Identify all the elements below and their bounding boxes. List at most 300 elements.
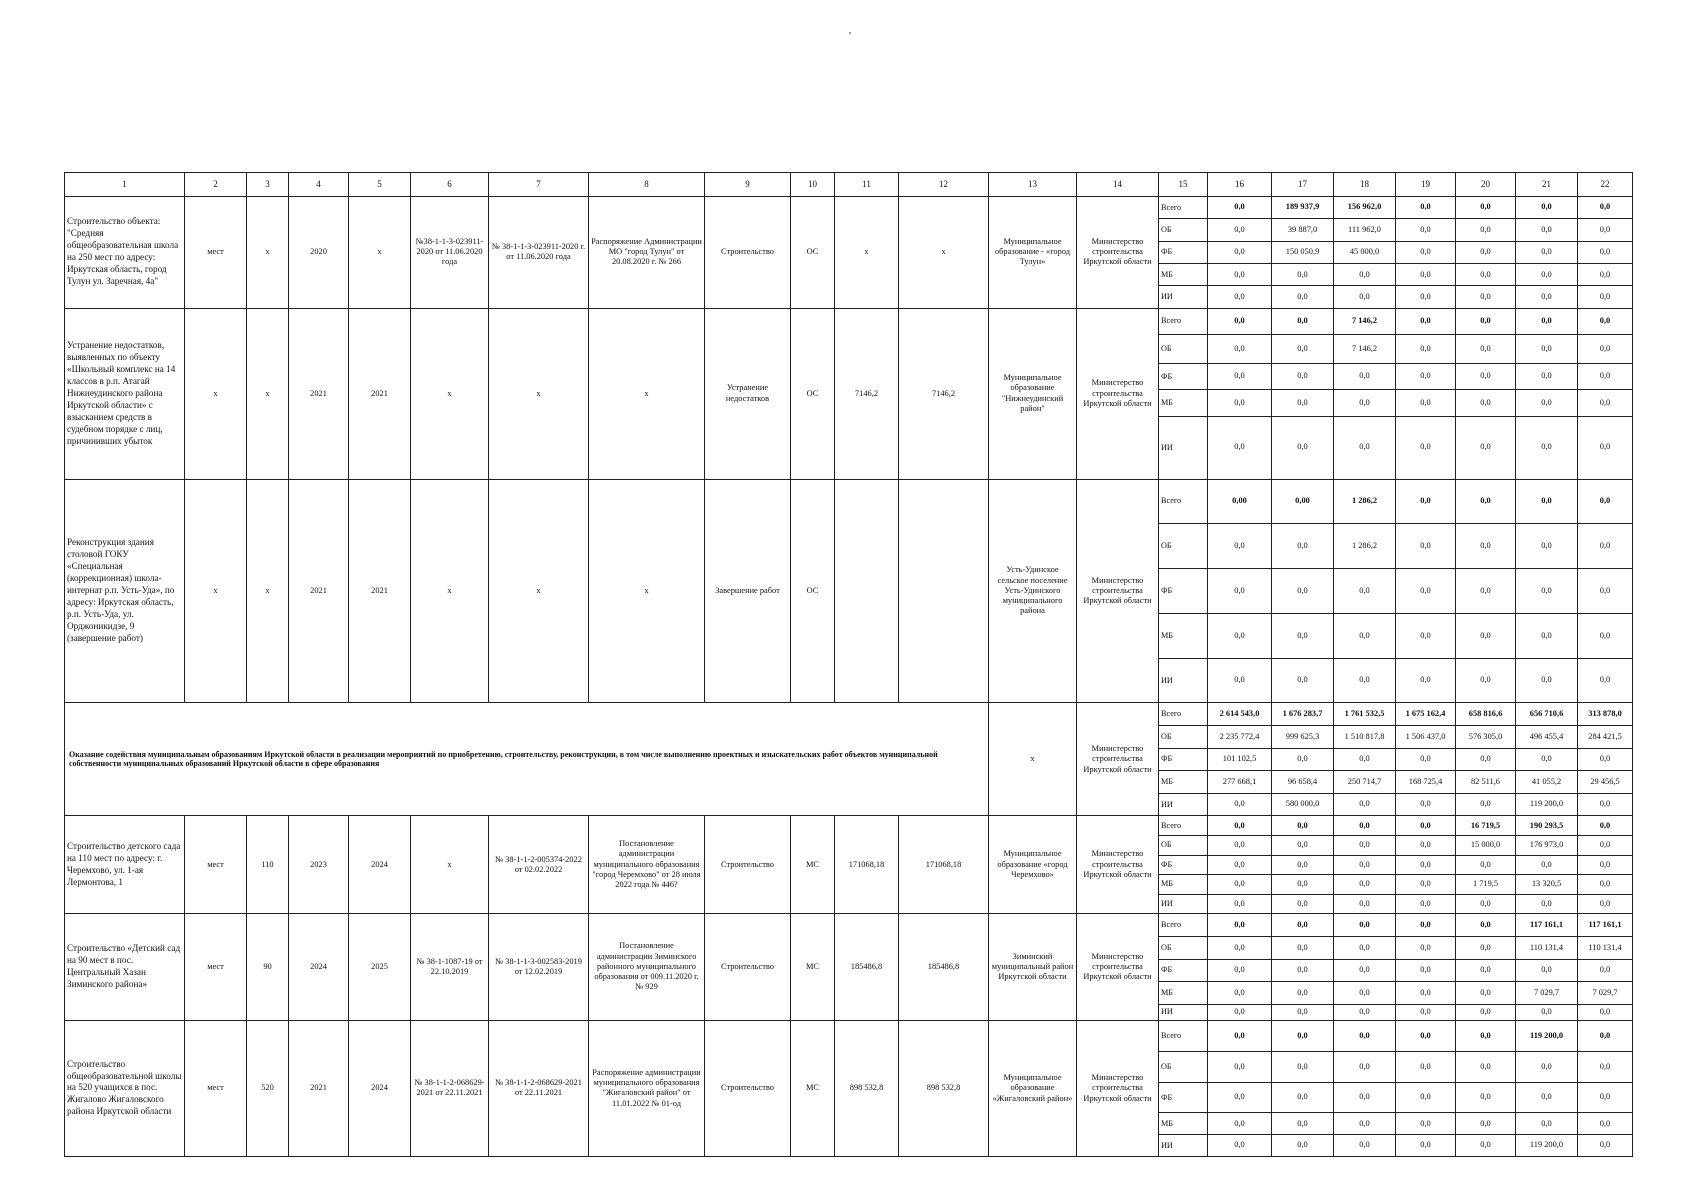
object-cell: Министерство строительства Иркутской области [1077, 196, 1159, 308]
amount-cell: 1 761 532,5 [1334, 703, 1396, 726]
object-cell: x [185, 479, 247, 703]
amount-cell: 7 029,7 [1578, 982, 1633, 1005]
amount-cell: 277 668,1 [1208, 771, 1272, 794]
amount-cell: 119 200,0 [1516, 1135, 1578, 1157]
object-cell: Министерство строительства Иркутской области [1077, 1020, 1159, 1156]
amount-cell: 0,0 [1578, 1020, 1633, 1051]
amount-cell: 7 146,2 [1334, 335, 1396, 364]
column-number-12: 12 [899, 173, 989, 197]
amount-cell: 0,0 [1396, 308, 1456, 334]
fund-type: МБ [1159, 1113, 1208, 1135]
object-name: Устранение недостатков, выявленных по объекту «Школьный комплекс на 14 классов в р.п. Атагай Нижнеудинского района Иркутской области» с взысканием средств в судебном порядке с лиц, причинивших убыток [65, 308, 185, 479]
object-cell: Муниципальное образование «Жигаловский район» [989, 1020, 1077, 1156]
amount-cell: 0,0 [1272, 1020, 1334, 1051]
amount-cell: 110 131,4 [1578, 936, 1633, 959]
amount-cell: 0,0 [1334, 1020, 1396, 1051]
fund-type: ОБ [1159, 1051, 1208, 1082]
amount-cell: 0,0 [1334, 658, 1396, 703]
amount-cell: 0,0 [1272, 1051, 1334, 1082]
amount-cell: 284 421,5 [1578, 726, 1633, 749]
amount-cell: 0,0 [1516, 264, 1578, 286]
amount-cell: 0,0 [1456, 982, 1516, 1005]
amount-cell: 0,0 [1396, 241, 1456, 263]
column-number-1: 1 [65, 173, 185, 197]
amount-cell: 0,0 [1516, 748, 1578, 771]
amount-cell: 0,0 [1396, 1113, 1456, 1135]
object-cell: 2021 [349, 308, 411, 479]
object-cell: x [489, 308, 589, 479]
amount-cell: 0,0 [1334, 286, 1396, 308]
amount-cell: 0,0 [1396, 335, 1456, 364]
amount-cell: 0,0 [1208, 855, 1272, 875]
amount-cell: 0,0 [1516, 335, 1578, 364]
fund-type: ОБ [1159, 835, 1208, 855]
amount-cell: 0,0 [1272, 613, 1334, 658]
amount-cell: 0,0 [1272, 1082, 1334, 1113]
amount-cell: 0,0 [1578, 894, 1633, 914]
amount-cell: 0,0 [1396, 416, 1456, 479]
column-number-2: 2 [185, 173, 247, 197]
amount-cell: 101 102,5 [1208, 748, 1272, 771]
amount-cell: 0,0 [1396, 1051, 1456, 1082]
amount-cell: 0,0 [1208, 982, 1272, 1005]
object-cell: 171068,18 [835, 816, 899, 914]
fund-type: ИИ [1159, 416, 1208, 479]
object-cell: 2024 [349, 1020, 411, 1156]
object-cell: Завершение работ [705, 479, 791, 703]
amount-cell: 0,0 [1396, 793, 1456, 816]
amount-cell: 119 200,0 [1516, 1020, 1578, 1051]
column-number-11: 11 [835, 173, 899, 197]
column-number-4: 4 [289, 173, 349, 197]
amount-cell: 0,0 [1456, 286, 1516, 308]
amount-cell: 0,0 [1208, 936, 1272, 959]
amount-cell: 0,0 [1456, 219, 1516, 241]
amount-cell: 0,0 [1334, 1135, 1396, 1157]
amount-cell: 0,0 [1578, 335, 1633, 364]
amount-cell: 0,0 [1516, 569, 1578, 614]
fund-type: ФБ [1159, 748, 1208, 771]
amount-cell: 0,0 [1456, 363, 1516, 389]
amount-cell: 0,0 [1208, 1005, 1272, 1021]
amount-cell: 0,0 [1208, 416, 1272, 479]
amount-cell: 0,0 [1396, 613, 1456, 658]
object-cell: 2024 [349, 816, 411, 914]
amount-cell: 0,0 [1578, 748, 1633, 771]
amount-cell: 0,0 [1334, 959, 1396, 982]
column-number-9: 9 [705, 173, 791, 197]
amount-cell: 0,0 [1456, 914, 1516, 937]
amount-cell: 0,0 [1516, 1005, 1578, 1021]
amount-cell: 0,0 [1272, 363, 1334, 389]
column-number-7: 7 [489, 173, 589, 197]
amount-cell: 0,0 [1396, 569, 1456, 614]
amount-cell: 0,0 [1396, 1005, 1456, 1021]
column-number-14: 14 [1077, 173, 1159, 197]
amount-cell: 0,0 [1516, 1051, 1578, 1082]
amount-cell: 0,0 [1516, 416, 1578, 479]
amount-cell: 0,0 [1208, 658, 1272, 703]
amount-cell: 0,0 [1334, 1082, 1396, 1113]
column-number-19: 19 [1396, 173, 1456, 197]
amount-cell: 0,0 [1396, 1135, 1456, 1157]
fund-type: ФБ [1159, 241, 1208, 263]
amount-cell: 156 962,0 [1334, 196, 1396, 218]
amount-cell: 0,0 [1208, 816, 1272, 836]
object-cell: 90 [247, 914, 289, 1021]
fund-type: Всего [1159, 703, 1208, 726]
amount-cell: 0,0 [1456, 308, 1516, 334]
amount-cell: 0,0 [1396, 914, 1456, 937]
amount-cell: 0,0 [1456, 959, 1516, 982]
amount-cell: 0,0 [1272, 1005, 1334, 1021]
amount-cell: 0,0 [1272, 894, 1334, 914]
object-name: Строительство «Детский сад на 90 мест в пос. Центральный Хазан Зиминского района» [65, 914, 185, 1021]
amount-cell: 0,0 [1208, 835, 1272, 855]
table-row [65, 914, 1633, 937]
fund-type: ОБ [1159, 726, 1208, 749]
amount-cell: 0,0 [1272, 875, 1334, 895]
amount-cell: 117 161,1 [1516, 914, 1578, 937]
fund-type: ФБ [1159, 855, 1208, 875]
amount-cell: 0,0 [1578, 1135, 1633, 1157]
amount-cell: 0,0 [1208, 219, 1272, 241]
fund-type: ИИ [1159, 1135, 1208, 1157]
table-row [65, 196, 1633, 218]
amount-cell: 580 000,0 [1272, 793, 1334, 816]
object-cell: ОС [791, 479, 835, 703]
amount-cell: 0,0 [1272, 569, 1334, 614]
fund-type: ИИ [1159, 894, 1208, 914]
fund-type: ФБ [1159, 959, 1208, 982]
amount-cell: 0,0 [1396, 286, 1456, 308]
column-number-15: 15 [1159, 173, 1208, 197]
amount-cell: 0,0 [1516, 196, 1578, 218]
object-name: Строительство объекта: "Средняя общеобразовательная школа на 250 мест по адресу: Иркутская область, город Тулун ул. Заречная, 4а" [65, 196, 185, 308]
amount-cell: 0,0 [1208, 914, 1272, 937]
amount-cell: 250 714,7 [1334, 771, 1396, 794]
object-cell: Постановление администрации муниципального образования "город Черемхово" от 28 июля 2022 года № 446? [589, 816, 705, 914]
amount-cell: 0,0 [1578, 196, 1633, 218]
amount-cell: 0,0 [1578, 658, 1633, 703]
amount-cell: 0,0 [1208, 524, 1272, 569]
amount-cell: 0,0 [1334, 793, 1396, 816]
amount-cell: 16 719,5 [1456, 816, 1516, 836]
column-number-13: 13 [989, 173, 1077, 197]
amount-cell: 0,0 [1396, 959, 1456, 982]
object-name: Строительство детского сада на 110 мест по адресу: г. Черемхово, ул. 1-ая Лермонтова, 1 [65, 816, 185, 914]
amount-cell: 0,0 [1578, 363, 1633, 389]
object-cell: 185486,8 [899, 914, 989, 1021]
object-cell: ОС [791, 308, 835, 479]
amount-cell: 0,0 [1272, 264, 1334, 286]
amount-cell: 0,0 [1456, 390, 1516, 416]
object-cell: мест [185, 816, 247, 914]
amount-cell: 313 878,0 [1578, 703, 1633, 726]
object-cell: Муниципальное образование - «город Тулун» [989, 196, 1077, 308]
object-cell: Муниципальное образование "Нижнеудинский район" [989, 308, 1077, 479]
object-cell: x [489, 479, 589, 703]
amount-cell: 0,0 [1456, 335, 1516, 364]
amount-cell: 0,0 [1456, 196, 1516, 218]
fund-type: ОБ [1159, 936, 1208, 959]
amount-cell: 0,0 [1334, 914, 1396, 937]
amount-cell: 0,0 [1456, 855, 1516, 875]
amount-cell: 0,0 [1272, 286, 1334, 308]
amount-cell: 0,0 [1578, 390, 1633, 416]
amount-cell: 119 200,0 [1516, 793, 1578, 816]
amount-cell: 0,0 [1208, 569, 1272, 614]
object-cell: Муниципальное образование «город Черемхово» [989, 816, 1077, 914]
amount-cell: 0,0 [1396, 875, 1456, 895]
amount-cell: 0,0 [1456, 1005, 1516, 1021]
object-cell: Министерство строительства Иркутской области [1077, 308, 1159, 479]
amount-cell: 0,0 [1396, 479, 1456, 524]
object-cell: Устранение недостатков [705, 308, 791, 479]
amount-cell: 0,0 [1272, 390, 1334, 416]
object-cell: x [835, 196, 899, 308]
amount-cell: 7 029,7 [1516, 982, 1578, 1005]
amount-cell: 0,00 [1272, 479, 1334, 524]
object-cell: № 38-1-1-3-002583-2019 от 12.02.2019 [489, 914, 589, 1021]
amount-cell: 39 887,0 [1272, 219, 1334, 241]
amount-cell: 0,0 [1208, 264, 1272, 286]
fund-type: МБ [1159, 771, 1208, 794]
column-number-18: 18 [1334, 173, 1396, 197]
amount-cell: 0,0 [1272, 816, 1334, 836]
fund-type: Всего [1159, 914, 1208, 937]
amount-cell: 0,0 [1396, 936, 1456, 959]
amount-cell: 0,0 [1272, 1135, 1334, 1157]
amount-cell: 0,0 [1396, 748, 1456, 771]
object-cell: № 38-1-1-2-068629-2021 от 22.11.2021 [489, 1020, 589, 1156]
amount-cell: 0,0 [1456, 793, 1516, 816]
amount-cell: 13 320,5 [1516, 875, 1578, 895]
object-cell: Зиминский муниципальный район Иркутской области [989, 914, 1077, 1021]
fund-type: ИИ [1159, 286, 1208, 308]
object-cell: № 38-1-1-2-068629-2021 от 22.11.2021 [411, 1020, 489, 1156]
amount-cell: 0,0 [1272, 855, 1334, 875]
amount-cell: 0,0 [1208, 308, 1272, 334]
fund-type: ФБ [1159, 363, 1208, 389]
object-cell: 2023 [289, 816, 349, 914]
table-row [65, 703, 1633, 726]
amount-cell: 0,0 [1578, 1082, 1633, 1113]
fund-type: ИИ [1159, 793, 1208, 816]
amount-cell: 658 816,6 [1456, 703, 1516, 726]
amount-cell: 0,0 [1578, 816, 1633, 836]
section-col14: Министерство строительства Иркутской области [1077, 703, 1159, 816]
amount-cell: 0,0 [1334, 613, 1396, 658]
amount-cell: 111 962,0 [1334, 219, 1396, 241]
object-cell: 898 532,8 [835, 1020, 899, 1156]
amount-cell: 0,0 [1208, 1051, 1272, 1082]
object-cell: x [185, 308, 247, 479]
amount-cell: 0,0 [1272, 1113, 1334, 1135]
object-cell: x [589, 479, 705, 703]
amount-cell: 0,0 [1396, 390, 1456, 416]
fund-type: ОБ [1159, 335, 1208, 364]
amount-cell: 0,0 [1334, 1051, 1396, 1082]
amount-cell: 1 676 283,7 [1272, 703, 1334, 726]
amount-cell: 0,0 [1208, 390, 1272, 416]
amount-cell: 0,0 [1578, 479, 1633, 524]
object-cell: x [247, 308, 289, 479]
amount-cell: 0,0 [1334, 569, 1396, 614]
fund-type: МБ [1159, 264, 1208, 286]
amount-cell: 0,0 [1578, 524, 1633, 569]
object-cell: x [247, 479, 289, 703]
fund-type: Всего [1159, 1020, 1208, 1051]
object-cell: Строительство [705, 816, 791, 914]
amount-cell: 0,0 [1456, 479, 1516, 524]
amount-cell: 0,0 [1396, 363, 1456, 389]
amount-cell: 0,0 [1456, 416, 1516, 479]
amount-cell: 0,0 [1334, 416, 1396, 479]
object-cell: ОС [791, 196, 835, 308]
amount-cell: 29 456,5 [1578, 771, 1633, 794]
amount-cell: 0,0 [1456, 1113, 1516, 1135]
amount-cell: 0,0 [1456, 1020, 1516, 1051]
amount-cell: 0,0 [1334, 363, 1396, 389]
object-cell: x [247, 196, 289, 308]
object-cell: Постановление администрации Зиминского районного муниципального образования от 009.11.2020 г. № 929 [589, 914, 705, 1021]
object-cell: x [411, 308, 489, 479]
amount-cell: 496 455,4 [1516, 726, 1578, 749]
amount-cell: 0,0 [1456, 658, 1516, 703]
fund-type: Всего [1159, 196, 1208, 218]
amount-cell: 0,0 [1396, 658, 1456, 703]
table-row [65, 816, 1633, 836]
amount-cell: 0,0 [1396, 855, 1456, 875]
amount-cell: 0,0 [1516, 390, 1578, 416]
amount-cell: 0,0 [1516, 286, 1578, 308]
amount-cell: 0,0 [1516, 959, 1578, 982]
amount-cell: 0,0 [1516, 1082, 1578, 1113]
object-cell: мест [185, 196, 247, 308]
amount-cell: 0,0 [1272, 658, 1334, 703]
object-cell: Распоряжение Администрации МО "город Тулун" от 20.08.2020 г. № 266 [589, 196, 705, 308]
amount-cell: 0,0 [1208, 1135, 1272, 1157]
fund-type: МБ [1159, 390, 1208, 416]
column-number-17: 17 [1272, 173, 1334, 197]
amount-cell: 0,0 [1208, 363, 1272, 389]
amount-cell: 0,0 [1334, 894, 1396, 914]
column-number-16: 16 [1208, 173, 1272, 197]
amount-cell: 0,0 [1272, 959, 1334, 982]
amount-cell: 0,0 [1396, 835, 1456, 855]
amount-cell: 999 625,3 [1272, 726, 1334, 749]
column-number-5: 5 [349, 173, 411, 197]
amount-cell: 0,0 [1272, 936, 1334, 959]
amount-cell: 0,0 [1208, 286, 1272, 308]
object-cell: Министерство строительства Иркутской области [1077, 914, 1159, 1021]
amount-cell: 0,0 [1272, 982, 1334, 1005]
amount-cell: 0,0 [1208, 196, 1272, 218]
amount-cell: 168 725,4 [1396, 771, 1456, 794]
amount-cell: 1 286,2 [1334, 524, 1396, 569]
object-cell: Министерство строительства Иркутской области [1077, 816, 1159, 914]
amount-cell: 0,0 [1578, 286, 1633, 308]
object-cell: x [411, 816, 489, 914]
amount-cell: 15 000,0 [1456, 835, 1516, 855]
amount-cell: 0,0 [1208, 241, 1272, 263]
amount-cell: 1 719,5 [1456, 875, 1516, 895]
object-cell: МС [791, 816, 835, 914]
amount-cell: 0,0 [1272, 835, 1334, 855]
object-cell: 520 [247, 1020, 289, 1156]
amount-cell: 7 146,2 [1334, 308, 1396, 334]
amount-cell: 0,0 [1208, 1113, 1272, 1135]
object-cell: МС [791, 914, 835, 1021]
object-name: Строительство общеобразовательной школы на 520 учащихся в пос. Жигалово Жигаловского района Иркутской области [65, 1020, 185, 1156]
amount-cell: 0,0 [1516, 894, 1578, 914]
amount-cell: 0,0 [1396, 264, 1456, 286]
column-number-21: 21 [1516, 173, 1578, 197]
amount-cell: 0,0 [1456, 569, 1516, 614]
amount-cell: 176 973,0 [1516, 835, 1578, 855]
amount-cell: 0,0 [1578, 264, 1633, 286]
object-cell: 171068,18 [899, 816, 989, 914]
amount-cell: 189 937,9 [1272, 196, 1334, 218]
amount-cell: 0,0 [1208, 1020, 1272, 1051]
amount-cell: 0,0 [1516, 1113, 1578, 1135]
amount-cell: 0,0 [1578, 569, 1633, 614]
amount-cell: 0,0 [1334, 855, 1396, 875]
header-row [65, 173, 1633, 197]
amount-cell: 82 511,6 [1456, 771, 1516, 794]
amount-cell: 0,0 [1272, 335, 1334, 364]
amount-cell: 0,0 [1578, 959, 1633, 982]
column-number-22: 22 [1578, 173, 1633, 197]
amount-cell: 0,0 [1208, 875, 1272, 895]
object-cell: 2021 [349, 479, 411, 703]
fund-type: ОБ [1159, 524, 1208, 569]
fund-type: Всего [1159, 308, 1208, 334]
object-cell: МС [791, 1020, 835, 1156]
object-name: Реконструкция здания столовой ГОКУ «Специальная (коррекционная) школа-интернат р.п. Усть-Уда», по адресу: Иркутская область, р.п. Усть-Уда, ул. Орджоникидзе, 9 (завершение работ) [65, 479, 185, 703]
amount-cell: 0,0 [1396, 524, 1456, 569]
object-cell [835, 479, 899, 703]
amount-cell: 0,0 [1456, 1051, 1516, 1082]
column-number-3: 3 [247, 173, 289, 197]
object-cell: 7146,2 [835, 308, 899, 479]
fund-type: ИИ [1159, 1005, 1208, 1021]
amount-cell: 0,0 [1578, 1005, 1633, 1021]
amount-cell: 0,0 [1578, 219, 1633, 241]
fund-type: ФБ [1159, 1082, 1208, 1113]
amount-cell: 0,0 [1578, 241, 1633, 263]
amount-cell: 0,0 [1578, 835, 1633, 855]
object-cell: 110 [247, 816, 289, 914]
amount-cell: 0,0 [1334, 816, 1396, 836]
amount-cell: 0,0 [1396, 894, 1456, 914]
amount-cell: 2 614 543,0 [1208, 703, 1272, 726]
amount-cell: 0,0 [1208, 1082, 1272, 1113]
amount-cell: 0,0 [1516, 479, 1578, 524]
fund-type: МБ [1159, 982, 1208, 1005]
amount-cell: 0,0 [1208, 335, 1272, 364]
object-cell: мест [185, 1020, 247, 1156]
object-cell: Министерство строительства Иркутской области [1077, 479, 1159, 703]
object-cell: x [589, 308, 705, 479]
amount-cell: 0,0 [1396, 982, 1456, 1005]
amount-cell: 576 305,0 [1456, 726, 1516, 749]
object-cell: Строительство [705, 196, 791, 308]
amount-cell: 0,0 [1516, 658, 1578, 703]
section-col13: x [989, 703, 1077, 816]
amount-cell: 96 658,4 [1272, 771, 1334, 794]
